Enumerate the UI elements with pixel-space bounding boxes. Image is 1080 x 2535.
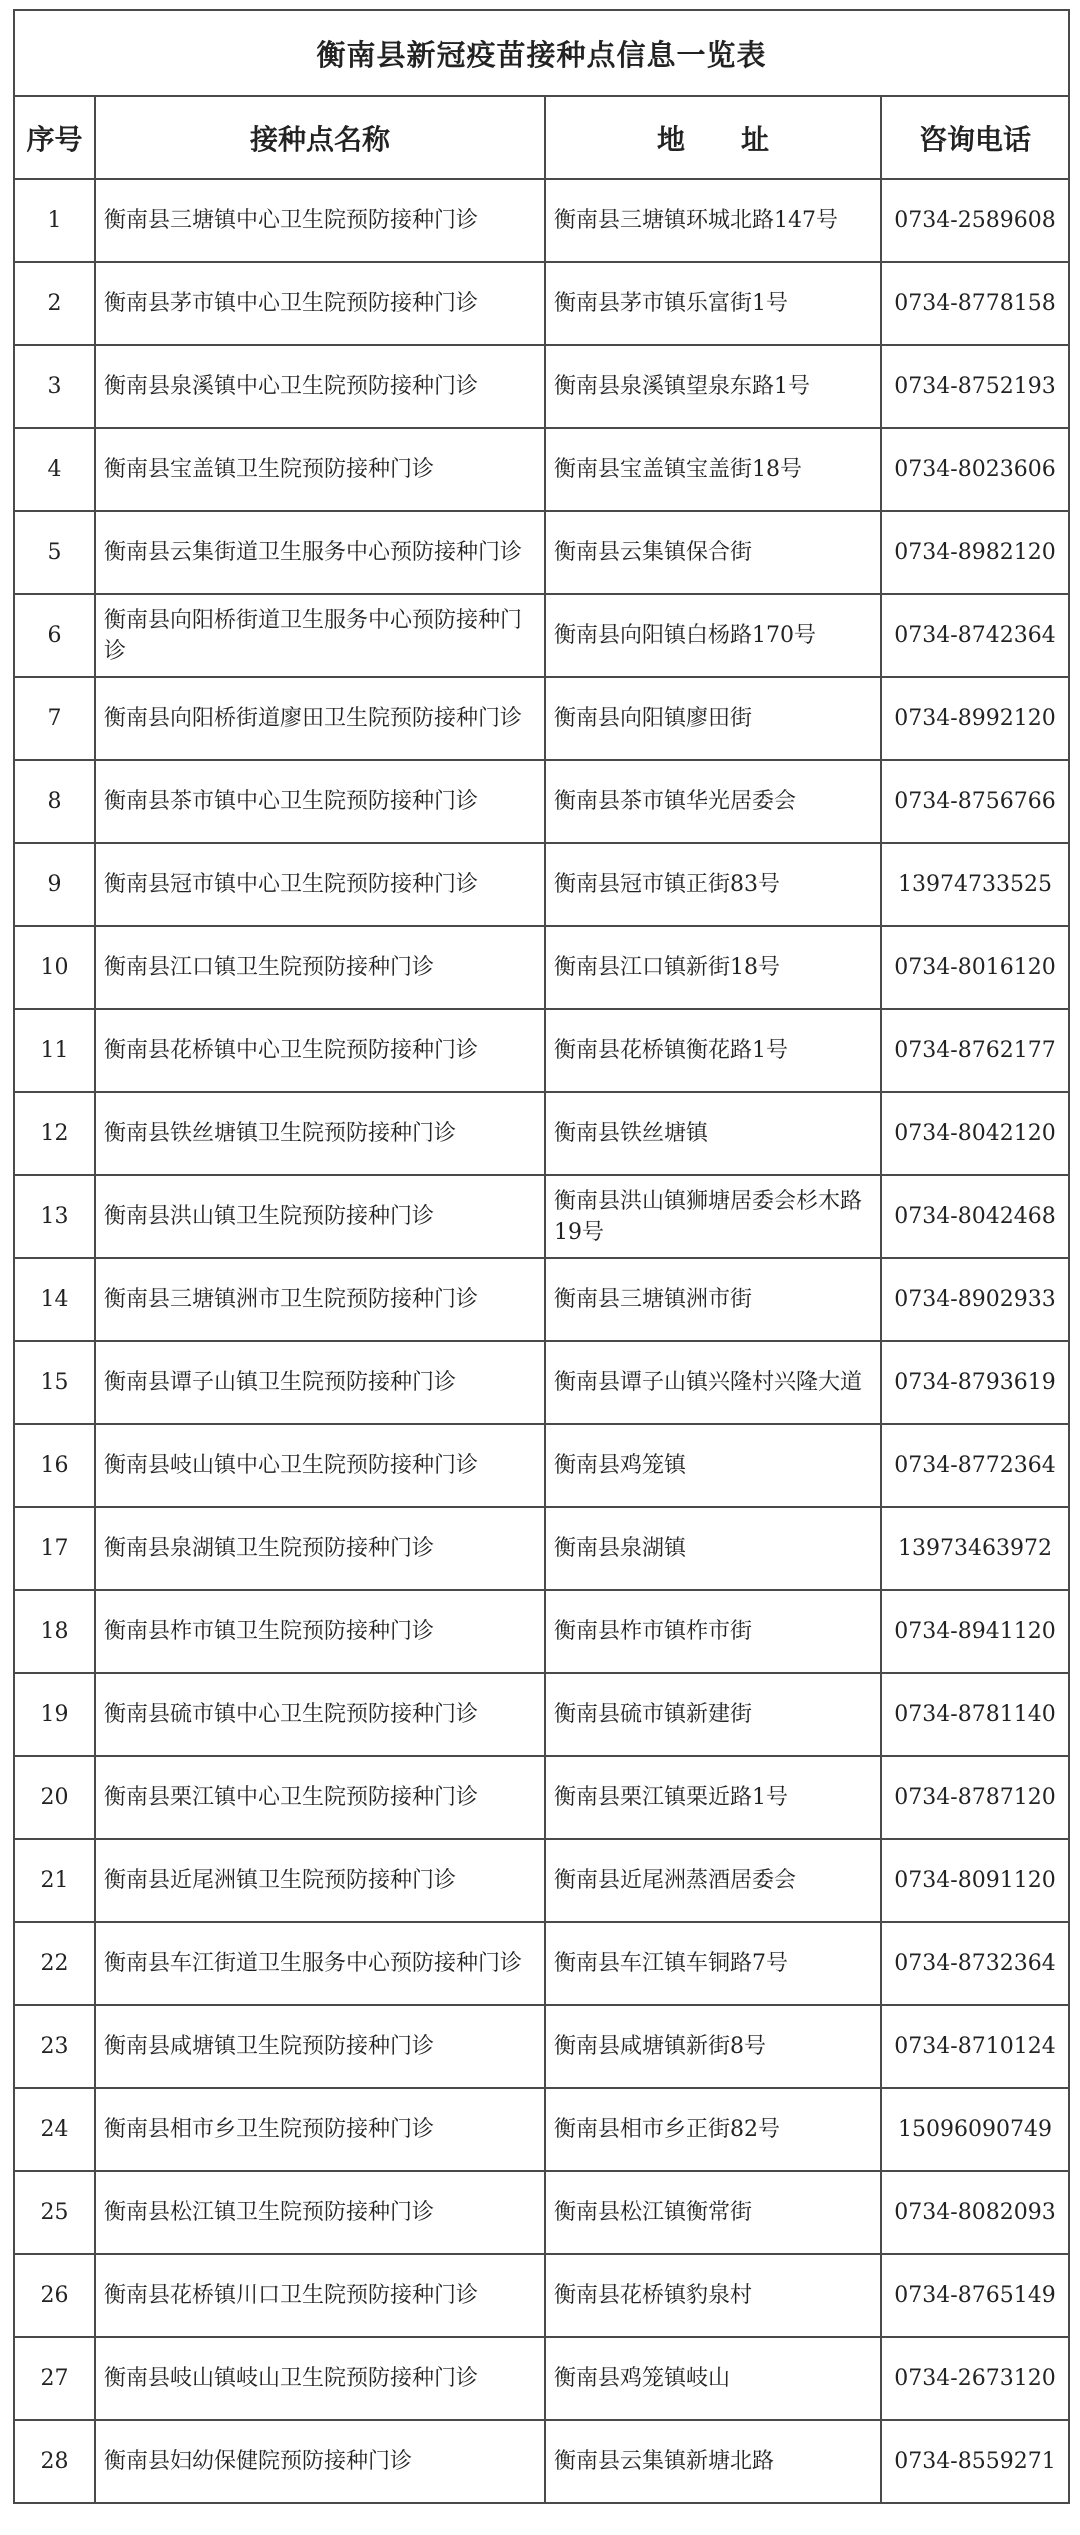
site-name: 衡南县冠市镇中心卫生院预防接种门诊 — [95, 843, 545, 926]
site-number: 13 — [14, 1175, 95, 1258]
site-phone: 0734-8982120 — [881, 511, 1069, 594]
header-address: 地 址 — [545, 96, 881, 179]
site-phone: 13974733525 — [881, 843, 1069, 926]
site-number: 15 — [14, 1341, 95, 1424]
header-phone: 咨询电话 — [881, 96, 1069, 179]
site-name: 衡南县三塘镇洲市卫生院预防接种门诊 — [95, 1258, 545, 1341]
site-number: 21 — [14, 1839, 95, 1922]
site-address: 衡南县柞市镇柞市街 — [545, 1590, 881, 1673]
site-address: 衡南县江口镇新街18号 — [545, 926, 881, 1009]
site-name: 衡南县宝盖镇卫生院预防接种门诊 — [95, 428, 545, 511]
site-address: 衡南县近尾洲蒸酒居委会 — [545, 1839, 881, 1922]
site-phone: 13973463972 — [881, 1507, 1069, 1590]
site-address: 衡南县泉溪镇望泉东路1号 — [545, 345, 881, 428]
site-number: 25 — [14, 2171, 95, 2254]
header-no: 序号 — [14, 96, 95, 179]
site-number: 27 — [14, 2337, 95, 2420]
site-name: 衡南县相市乡卫生院预防接种门诊 — [95, 2088, 545, 2171]
site-number: 3 — [14, 345, 95, 428]
site-number: 26 — [14, 2254, 95, 2337]
site-name: 衡南县近尾洲镇卫生院预防接种门诊 — [95, 1839, 545, 1922]
site-phone: 0734-8781140 — [881, 1673, 1069, 1756]
header-site-name: 接种点名称 — [95, 96, 545, 179]
vaccination-sites-table — [13, 9, 1070, 2504]
site-address: 衡南县宝盖镇宝盖街18号 — [545, 428, 881, 511]
site-name: 衡南县岐山镇岐山卫生院预防接种门诊 — [95, 2337, 545, 2420]
site-phone: 0734-8016120 — [881, 926, 1069, 1009]
table-title: 衡南县新冠疫苗接种点信息一览表 — [14, 10, 1069, 96]
site-address: 衡南县向阳镇廖田街 — [545, 677, 881, 760]
site-phone: 0734-8042468 — [881, 1175, 1069, 1258]
site-number: 28 — [14, 2420, 95, 2503]
site-phone: 0734-8042120 — [881, 1092, 1069, 1175]
site-name: 衡南县江口镇卫生院预防接种门诊 — [95, 926, 545, 1009]
table-row — [14, 1673, 1069, 1756]
table-row — [14, 1424, 1069, 1507]
header-row — [14, 96, 1069, 179]
site-address: 衡南县鸡笼镇岐山 — [545, 2337, 881, 2420]
site-name: 衡南县松江镇卫生院预防接种门诊 — [95, 2171, 545, 2254]
site-number: 23 — [14, 2005, 95, 2088]
table-row — [14, 2337, 1069, 2420]
site-name: 衡南县柞市镇卫生院预防接种门诊 — [95, 1590, 545, 1673]
site-name: 衡南县茅市镇中心卫生院预防接种门诊 — [95, 262, 545, 345]
site-address: 衡南县茶市镇华光居委会 — [545, 760, 881, 843]
site-name: 衡南县咸塘镇卫生院预防接种门诊 — [95, 2005, 545, 2088]
table-row — [14, 1922, 1069, 2005]
site-name: 衡南县花桥镇中心卫生院预防接种门诊 — [95, 1009, 545, 1092]
site-number: 16 — [14, 1424, 95, 1507]
site-number: 19 — [14, 1673, 95, 1756]
table-row — [14, 1009, 1069, 1092]
site-address: 衡南县栗江镇栗近路1号 — [545, 1756, 881, 1839]
site-number: 12 — [14, 1092, 95, 1175]
table-row — [14, 1092, 1069, 1175]
table-row — [14, 345, 1069, 428]
site-address: 衡南县向阳镇白杨路170号 — [545, 594, 881, 677]
site-phone: 0734-8765149 — [881, 2254, 1069, 2337]
site-address: 衡南县谭子山镇兴隆村兴隆大道 — [545, 1341, 881, 1424]
site-number: 22 — [14, 1922, 95, 2005]
site-name: 衡南县向阳桥街道卫生服务中心预防接种门诊 — [95, 594, 545, 677]
table-row — [14, 2171, 1069, 2254]
site-name: 衡南县三塘镇中心卫生院预防接种门诊 — [95, 179, 545, 262]
site-address: 衡南县洪山镇狮塘居委会杉木路19号 — [545, 1175, 881, 1258]
site-phone: 0734-8732364 — [881, 1922, 1069, 2005]
site-number: 24 — [14, 2088, 95, 2171]
site-address: 衡南县泉湖镇 — [545, 1507, 881, 1590]
site-phone: 0734-8082093 — [881, 2171, 1069, 2254]
site-phone: 0734-8710124 — [881, 2005, 1069, 2088]
site-phone: 0734-8772364 — [881, 1424, 1069, 1507]
site-phone: 0734-8752193 — [881, 345, 1069, 428]
table-row — [14, 2254, 1069, 2337]
site-number: 10 — [14, 926, 95, 1009]
site-phone: 15096090749 — [881, 2088, 1069, 2171]
table-row — [14, 760, 1069, 843]
site-name: 衡南县硫市镇中心卫生院预防接种门诊 — [95, 1673, 545, 1756]
site-name: 衡南县栗江镇中心卫生院预防接种门诊 — [95, 1756, 545, 1839]
site-address: 衡南县茅市镇乐富街1号 — [545, 262, 881, 345]
site-address: 衡南县三塘镇洲市街 — [545, 1258, 881, 1341]
site-name: 衡南县茶市镇中心卫生院预防接种门诊 — [95, 760, 545, 843]
title-row — [14, 10, 1069, 96]
table-row — [14, 843, 1069, 926]
table-row — [14, 179, 1069, 262]
site-phone: 0734-8902933 — [881, 1258, 1069, 1341]
site-name: 衡南县云集街道卫生服务中心预防接种门诊 — [95, 511, 545, 594]
table-row — [14, 262, 1069, 345]
site-phone: 0734-2673120 — [881, 2337, 1069, 2420]
site-phone: 0734-8559271 — [881, 2420, 1069, 2503]
site-number: 9 — [14, 843, 95, 926]
site-number: 11 — [14, 1009, 95, 1092]
site-address: 衡南县松江镇衡常街 — [545, 2171, 881, 2254]
site-phone: 0734-8793619 — [881, 1341, 1069, 1424]
table-body — [14, 179, 1069, 2503]
site-address: 衡南县云集镇保合街 — [545, 511, 881, 594]
site-name: 衡南县铁丝塘镇卫生院预防接种门诊 — [95, 1092, 545, 1175]
site-address: 衡南县三塘镇环城北路147号 — [545, 179, 881, 262]
site-name: 衡南县花桥镇川口卫生院预防接种门诊 — [95, 2254, 545, 2337]
site-name: 衡南县向阳桥街道廖田卫生院预防接种门诊 — [95, 677, 545, 760]
site-number: 6 — [14, 594, 95, 677]
site-name: 衡南县泉湖镇卫生院预防接种门诊 — [95, 1507, 545, 1590]
site-address: 衡南县花桥镇衡花路1号 — [545, 1009, 881, 1092]
table-row — [14, 926, 1069, 1009]
site-phone: 0734-8091120 — [881, 1839, 1069, 1922]
site-name: 衡南县岐山镇中心卫生院预防接种门诊 — [95, 1424, 545, 1507]
table-row — [14, 1175, 1069, 1258]
table-row — [14, 1507, 1069, 1590]
site-phone: 0734-8756766 — [881, 760, 1069, 843]
site-name: 衡南县泉溪镇中心卫生院预防接种门诊 — [95, 345, 545, 428]
table-row — [14, 1258, 1069, 1341]
site-phone: 0734-8778158 — [881, 262, 1069, 345]
site-name: 衡南县谭子山镇卫生院预防接种门诊 — [95, 1341, 545, 1424]
table-row — [14, 2420, 1069, 2503]
site-address: 衡南县咸塘镇新街8号 — [545, 2005, 881, 2088]
table-row — [14, 1590, 1069, 1673]
site-phone: 0734-2589608 — [881, 179, 1069, 262]
site-number: 2 — [14, 262, 95, 345]
table-row — [14, 1839, 1069, 1922]
table-row — [14, 2005, 1069, 2088]
site-address: 衡南县云集镇新塘北路 — [545, 2420, 881, 2503]
site-address: 衡南县相市乡正街82号 — [545, 2088, 881, 2171]
site-name: 衡南县妇幼保健院预防接种门诊 — [95, 2420, 545, 2503]
site-address: 衡南县铁丝塘镇 — [545, 1092, 881, 1175]
site-number: 17 — [14, 1507, 95, 1590]
site-phone: 0734-8023606 — [881, 428, 1069, 511]
site-address: 衡南县硫市镇新建街 — [545, 1673, 881, 1756]
site-name: 衡南县洪山镇卫生院预防接种门诊 — [95, 1175, 545, 1258]
table-row — [14, 2088, 1069, 2171]
site-phone: 0734-8762177 — [881, 1009, 1069, 1092]
table-row — [14, 1756, 1069, 1839]
site-address: 衡南县花桥镇豹泉村 — [545, 2254, 881, 2337]
site-number: 4 — [14, 428, 95, 511]
table-row — [14, 1341, 1069, 1424]
site-phone: 0734-8787120 — [881, 1756, 1069, 1839]
table-row — [14, 428, 1069, 511]
site-number: 1 — [14, 179, 95, 262]
site-number: 18 — [14, 1590, 95, 1673]
site-address: 衡南县鸡笼镇 — [545, 1424, 881, 1507]
site-phone: 0734-8941120 — [881, 1590, 1069, 1673]
site-address: 衡南县冠市镇正街83号 — [545, 843, 881, 926]
table-row — [14, 594, 1069, 677]
table-row — [14, 677, 1069, 760]
site-address: 衡南县车江镇车铜路7号 — [545, 1922, 881, 2005]
site-number: 14 — [14, 1258, 95, 1341]
table-row — [14, 511, 1069, 594]
site-phone: 0734-8742364 — [881, 594, 1069, 677]
site-number: 7 — [14, 677, 95, 760]
site-number: 20 — [14, 1756, 95, 1839]
site-name: 衡南县车江街道卫生服务中心预防接种门诊 — [95, 1922, 545, 2005]
site-number: 5 — [14, 511, 95, 594]
site-phone: 0734-8992120 — [881, 677, 1069, 760]
site-number: 8 — [14, 760, 95, 843]
